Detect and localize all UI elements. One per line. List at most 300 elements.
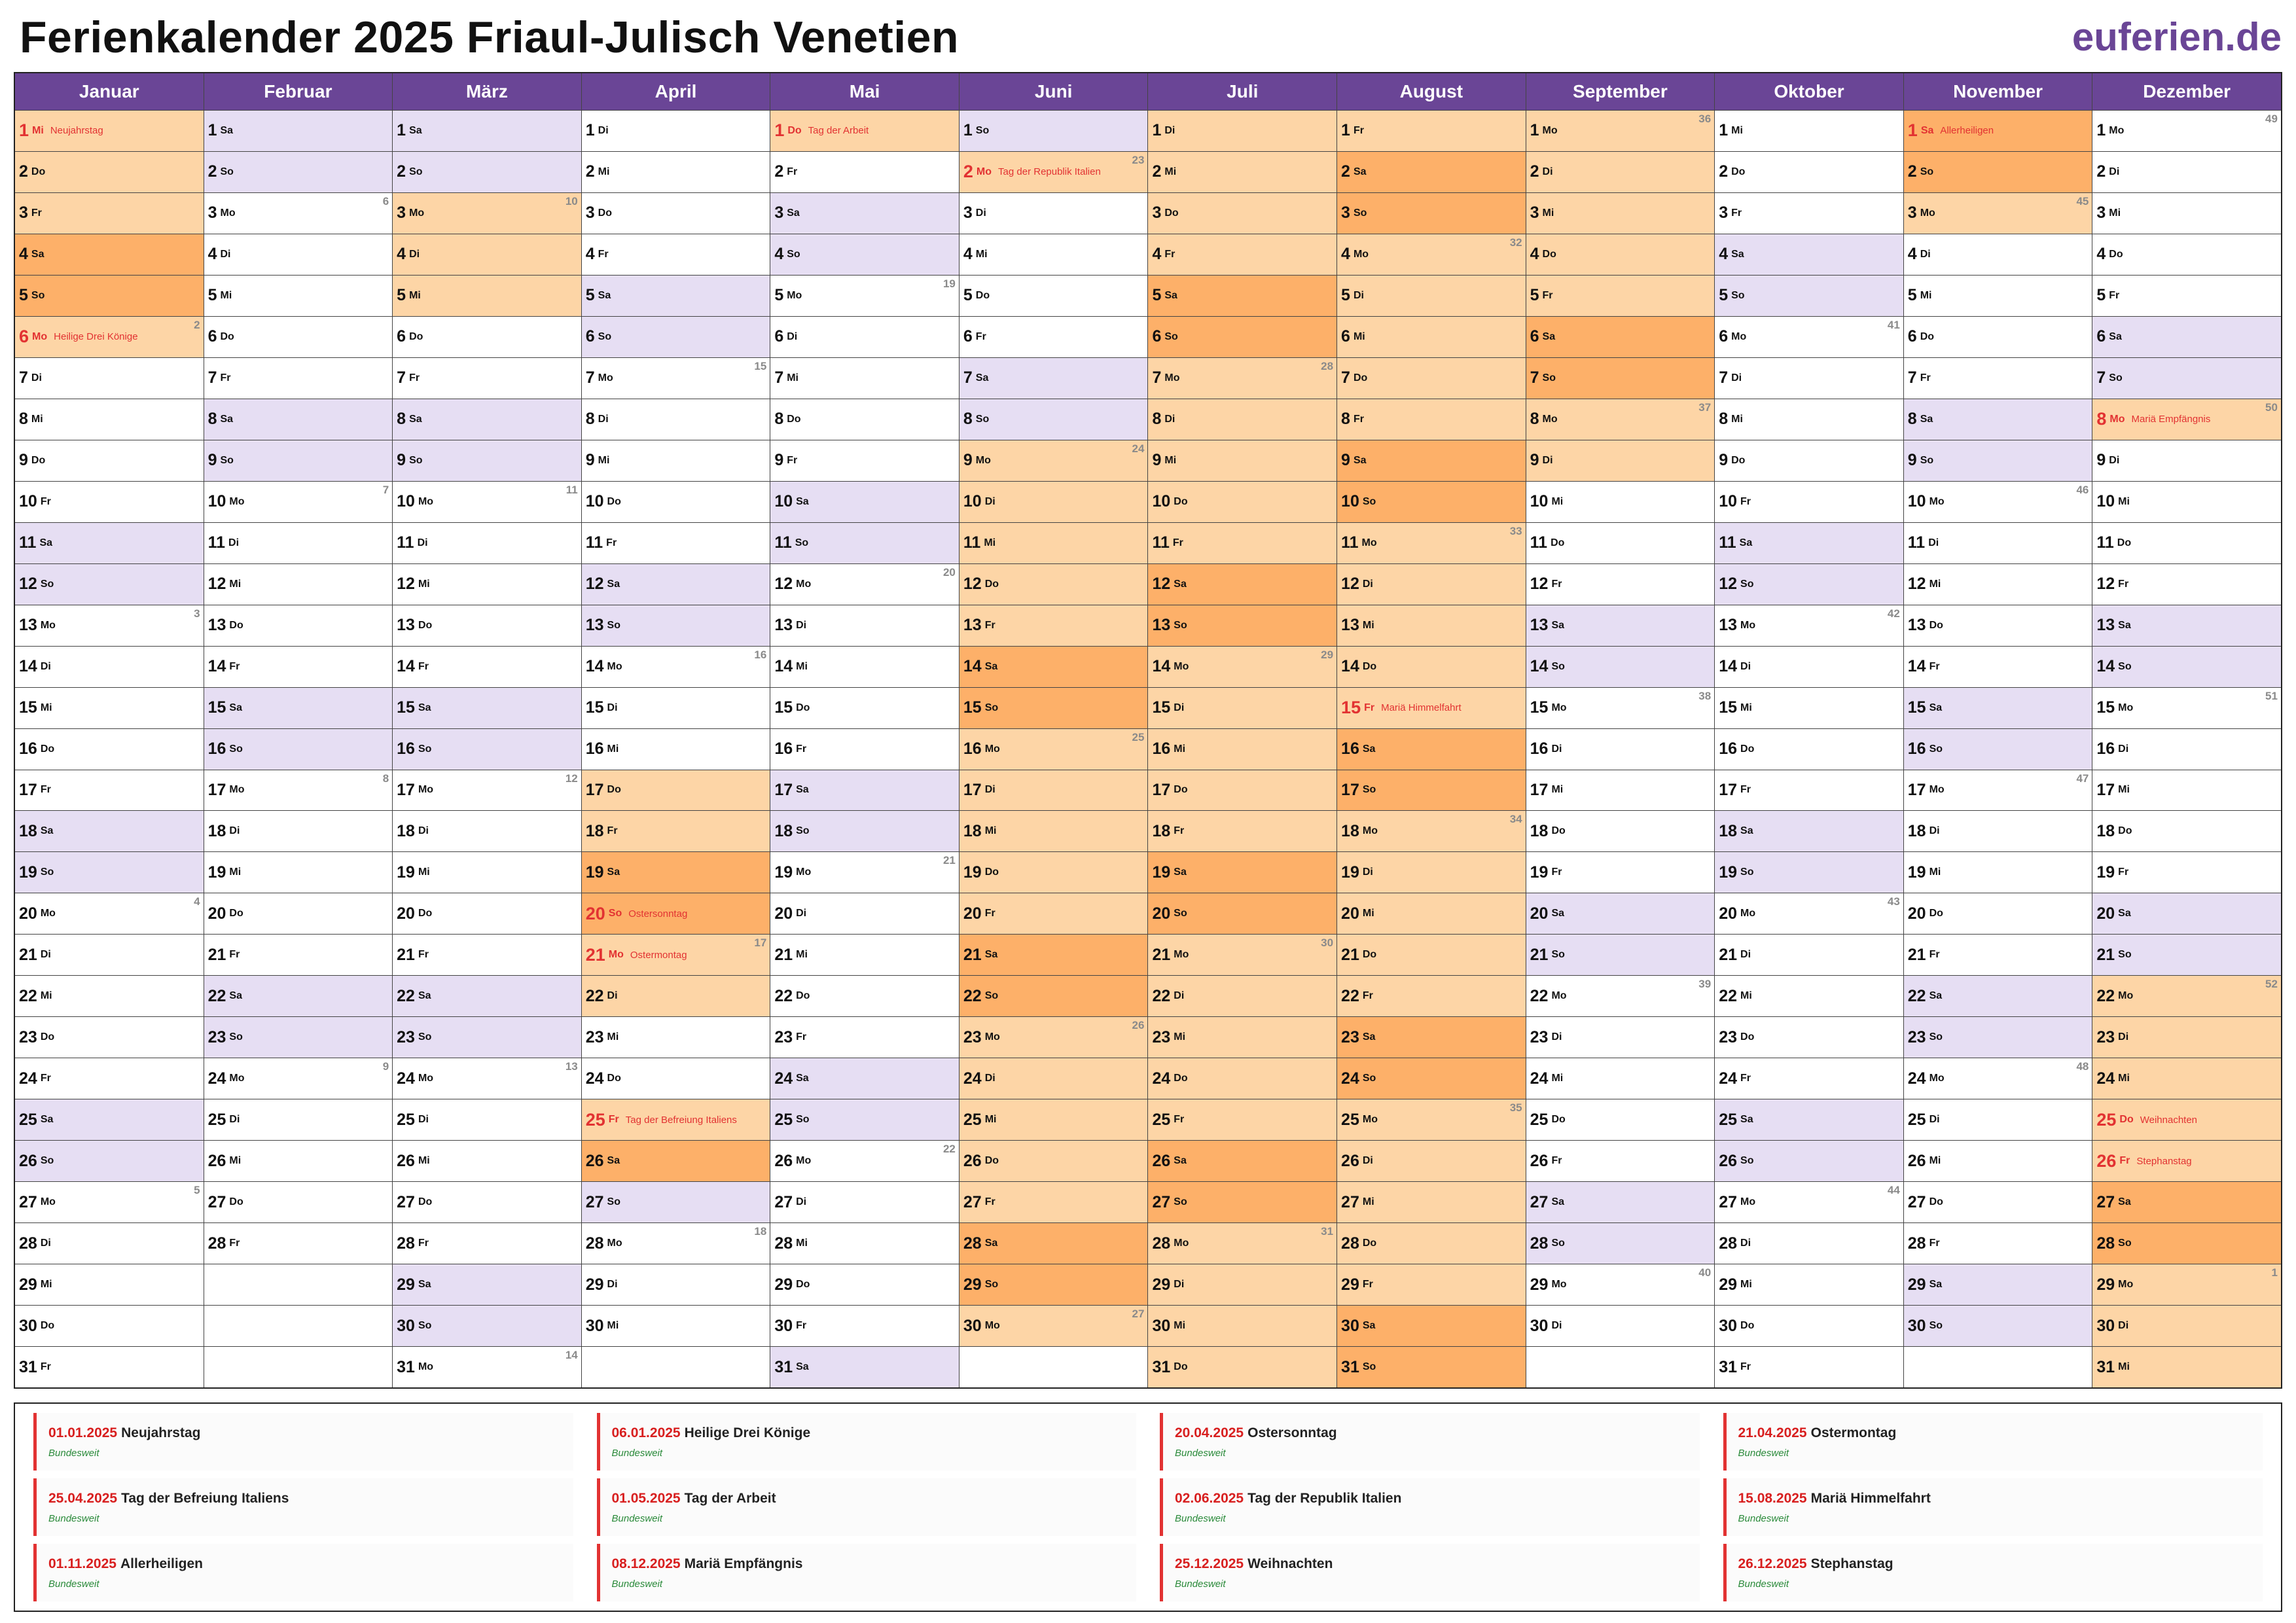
day-number: 3 bbox=[1907, 204, 1917, 223]
weekday-label: So bbox=[1353, 207, 1367, 219]
day-number: 6 bbox=[207, 327, 217, 346]
legend-region: Bundesweit bbox=[48, 1447, 99, 1459]
day-number: 22 bbox=[1719, 986, 1738, 1005]
weekday-label: Mi bbox=[418, 866, 430, 878]
day-cell bbox=[204, 852, 393, 893]
day-cell bbox=[2092, 647, 2281, 688]
weekday-label: Do bbox=[40, 1031, 55, 1043]
weekday-label: Fr bbox=[1174, 825, 1185, 837]
day-number: 12 bbox=[1152, 575, 1171, 594]
weekday-label: Mo bbox=[598, 372, 613, 383]
day-cell bbox=[393, 1141, 581, 1182]
month-header: August bbox=[1337, 73, 1526, 111]
day-number: 17 bbox=[774, 780, 793, 799]
week-number: 24 bbox=[1132, 442, 1145, 455]
day-cell bbox=[1904, 317, 2092, 358]
day-number: 15 bbox=[207, 698, 226, 717]
day-number: 5 bbox=[585, 286, 595, 305]
month-header: Oktober bbox=[1715, 73, 1903, 111]
day-cell bbox=[582, 811, 770, 852]
day-number: 24 bbox=[207, 1069, 226, 1088]
day-cell bbox=[582, 193, 770, 234]
day-cell bbox=[15, 358, 204, 399]
day-cell bbox=[1148, 976, 1336, 1017]
weekday-label: Di bbox=[1362, 866, 1373, 878]
day-cell bbox=[1148, 152, 1336, 193]
day-number: 16 bbox=[397, 740, 415, 758]
day-cell bbox=[1904, 482, 2092, 523]
day-cell bbox=[1715, 1099, 1903, 1141]
day-number: 23 bbox=[207, 1027, 226, 1046]
weekday-label: Di bbox=[40, 1238, 51, 1249]
day-number: 21 bbox=[1341, 945, 1359, 964]
day-cell bbox=[393, 234, 581, 276]
day-cell bbox=[1148, 935, 1336, 976]
day-number: 20 bbox=[1152, 904, 1171, 923]
day-number: 25 bbox=[1530, 1110, 1549, 1129]
weekday-label: Sa bbox=[1353, 166, 1367, 177]
day-number: 18 bbox=[774, 821, 793, 840]
day-cell bbox=[1904, 770, 2092, 812]
month-column bbox=[582, 73, 771, 1387]
day-cell bbox=[1148, 1017, 1336, 1058]
weekday-label: Di bbox=[1174, 702, 1185, 713]
day-cell bbox=[204, 605, 393, 647]
day-cell bbox=[1148, 852, 1336, 893]
day-cell bbox=[393, 1223, 581, 1264]
day-number: 4 bbox=[774, 245, 784, 264]
weekday-label: Sa bbox=[418, 1279, 431, 1291]
day-cell bbox=[15, 1347, 204, 1387]
day-cell bbox=[960, 1141, 1148, 1182]
weekday-label: Sa bbox=[1362, 1031, 1376, 1043]
day-number: 6 bbox=[1341, 327, 1350, 346]
weekday-label: Sa bbox=[1740, 825, 1753, 837]
weekday-label: Mo bbox=[796, 1155, 812, 1167]
day-cell bbox=[204, 440, 393, 482]
day-number: 5 bbox=[963, 286, 973, 305]
weekday-label: Fr bbox=[606, 537, 617, 548]
week-number: 50 bbox=[2265, 401, 2278, 414]
holiday-name: Ostersonntag bbox=[628, 908, 688, 919]
month-header: April bbox=[582, 73, 770, 111]
legend-holiday-name: Ostersonntag bbox=[1247, 1425, 1337, 1440]
day-number: 31 bbox=[774, 1357, 793, 1376]
day-cell bbox=[1904, 1141, 2092, 1182]
day-number: 21 bbox=[397, 945, 415, 964]
weekday-label: Di bbox=[598, 124, 609, 136]
month-header: Januar bbox=[15, 73, 204, 111]
day-cell bbox=[2092, 193, 2281, 234]
day-number: 19 bbox=[1907, 863, 1926, 882]
day-number: 16 bbox=[1907, 740, 1926, 758]
weekday-label: Fr bbox=[418, 660, 429, 672]
day-number: 24 bbox=[2096, 1069, 2115, 1088]
day-cell bbox=[15, 111, 204, 152]
weekday-label: Di bbox=[1164, 124, 1175, 136]
day-cell bbox=[1526, 358, 1715, 399]
day-cell bbox=[1715, 1306, 1903, 1347]
day-cell bbox=[15, 811, 204, 852]
day-cell bbox=[960, 523, 1148, 564]
week-number: 15 bbox=[754, 359, 767, 372]
weekday-label: Di bbox=[1164, 413, 1175, 425]
weekday-label: Di bbox=[418, 825, 429, 837]
weekday-label: Mi bbox=[1731, 413, 1743, 425]
weekday-label: So bbox=[1551, 660, 1565, 672]
weekday-label: So bbox=[1551, 949, 1565, 961]
day-cell bbox=[582, 564, 770, 605]
week-number: 27 bbox=[1132, 1308, 1145, 1321]
day-number: 21 bbox=[1907, 945, 1926, 964]
day-number: 7 bbox=[207, 368, 217, 387]
weekday-label: Mi bbox=[607, 1320, 619, 1332]
weekday-label: Sa bbox=[1740, 1114, 1753, 1126]
day-number: 1 bbox=[397, 121, 406, 140]
weekday-label: Fr bbox=[1174, 1114, 1185, 1126]
weekday-label: Di bbox=[598, 413, 609, 425]
day-cell bbox=[2092, 976, 2281, 1017]
weekday-label: Mo bbox=[796, 578, 812, 590]
weekday-label: Mi bbox=[418, 578, 430, 590]
day-cell bbox=[393, 852, 581, 893]
week-number: 30 bbox=[1321, 936, 1334, 950]
weekday-label: Do bbox=[1362, 949, 1377, 961]
day-cell bbox=[1526, 440, 1715, 482]
weekday-label: So bbox=[1551, 1238, 1565, 1249]
day-cell bbox=[770, 317, 959, 358]
day-number: 26 bbox=[1530, 1151, 1549, 1170]
day-cell bbox=[1337, 1223, 1526, 1264]
day-cell bbox=[15, 1141, 204, 1182]
day-number: 3 bbox=[963, 204, 973, 223]
day-number: 21 bbox=[585, 944, 605, 965]
day-number: 15 bbox=[1341, 698, 1361, 718]
weekday-label: So bbox=[1174, 908, 1187, 919]
day-cell bbox=[15, 193, 204, 234]
day-cell bbox=[770, 1099, 959, 1141]
day-cell bbox=[1337, 358, 1526, 399]
day-cell bbox=[770, 1347, 959, 1387]
weekday-label: Mi bbox=[2118, 1073, 2130, 1084]
day-number: 11 bbox=[2096, 533, 2114, 552]
week-number: 45 bbox=[2076, 194, 2089, 207]
week-number: 49 bbox=[2265, 113, 2278, 125]
day-number: 23 bbox=[585, 1027, 604, 1046]
weekday-label: So bbox=[1929, 1320, 1943, 1332]
day-cell bbox=[960, 399, 1148, 440]
day-cell bbox=[582, 111, 770, 152]
day-cell bbox=[2092, 234, 2281, 276]
day-cell bbox=[2092, 1223, 2281, 1264]
day-number: 19 bbox=[1152, 863, 1171, 882]
day-cell bbox=[1337, 399, 1526, 440]
day-number: 25 bbox=[1907, 1110, 1926, 1129]
day-cell bbox=[1337, 893, 1526, 935]
day-number: 14 bbox=[1907, 657, 1926, 676]
brand-logo[interactable]: euferien.de bbox=[2072, 15, 2282, 59]
weekday-label: Mo bbox=[975, 454, 991, 466]
weekday-label: Fr bbox=[229, 949, 240, 961]
week-number: 31 bbox=[1321, 1225, 1334, 1238]
day-cell bbox=[204, 358, 393, 399]
weekday-label: Do bbox=[409, 330, 423, 342]
month-column bbox=[2092, 73, 2281, 1387]
day-cell bbox=[1148, 1058, 1336, 1099]
day-cell bbox=[1526, 1058, 1715, 1099]
weekday-label: Di bbox=[229, 1114, 240, 1126]
day-cell bbox=[15, 729, 204, 770]
day-cell bbox=[1715, 193, 1903, 234]
day-number: 13 bbox=[1152, 616, 1171, 635]
day-cell bbox=[393, 358, 581, 399]
day-number: 30 bbox=[19, 1316, 37, 1335]
day-number: 7 bbox=[1530, 368, 1539, 387]
weekday-label: Sa bbox=[607, 1155, 620, 1167]
weekday-label: Mo bbox=[220, 207, 236, 219]
day-cell bbox=[1715, 1347, 1903, 1387]
day-number: 29 bbox=[1907, 1275, 1926, 1294]
weekday-label: So bbox=[975, 124, 990, 136]
day-cell bbox=[15, 482, 204, 523]
weekday-label: Di bbox=[984, 1073, 996, 1084]
month-header: Dezember bbox=[2092, 73, 2281, 111]
weekday-label: Fr bbox=[1542, 289, 1553, 301]
legend-line bbox=[612, 1556, 1137, 1572]
day-cell bbox=[582, 1017, 770, 1058]
day-cell bbox=[582, 893, 770, 935]
day-number: 9 bbox=[207, 451, 217, 470]
day-number: 15 bbox=[963, 698, 982, 717]
day-number: 12 bbox=[585, 575, 604, 594]
day-number: 12 bbox=[1719, 575, 1738, 594]
weekday-label: Mo bbox=[796, 866, 812, 878]
day-number: 3 bbox=[397, 204, 406, 223]
day-cell bbox=[1526, 605, 1715, 647]
day-cell bbox=[770, 152, 959, 193]
day-cell bbox=[2092, 729, 2281, 770]
day-cell bbox=[1904, 976, 2092, 1017]
week-number: 48 bbox=[2076, 1060, 2089, 1073]
weekday-label: So bbox=[796, 825, 810, 837]
weekday-label: Mo bbox=[2109, 413, 2125, 425]
day-number: 24 bbox=[19, 1069, 37, 1088]
day-cell bbox=[1715, 111, 1903, 152]
day-number: 9 bbox=[774, 451, 784, 470]
day-number: 17 bbox=[585, 780, 604, 799]
day-number: 7 bbox=[397, 368, 406, 387]
day-number: 26 bbox=[19, 1151, 37, 1170]
weekday-label: Sa bbox=[607, 578, 620, 590]
weekday-label: Sa bbox=[1542, 330, 1556, 342]
day-cell bbox=[1337, 935, 1526, 976]
empty-day-cell bbox=[1526, 1347, 1715, 1387]
day-number: 6 bbox=[2096, 327, 2106, 346]
day-number: 6 bbox=[1907, 327, 1917, 346]
legend-date: 21.04.2025 bbox=[1738, 1425, 1807, 1440]
day-cell bbox=[15, 523, 204, 564]
day-number: 21 bbox=[19, 945, 37, 964]
day-number: 21 bbox=[207, 945, 226, 964]
day-cell bbox=[15, 276, 204, 317]
day-cell bbox=[1715, 811, 1903, 852]
day-number: 22 bbox=[207, 986, 226, 1005]
day-number: 15 bbox=[1719, 698, 1738, 717]
day-number: 5 bbox=[1907, 286, 1917, 305]
weekday-label: Fr bbox=[1551, 1155, 1562, 1167]
weekday-label: Di bbox=[607, 990, 618, 1002]
legend-item bbox=[1723, 1413, 2263, 1471]
weekday-label: Mi bbox=[607, 1031, 619, 1043]
day-number: 14 bbox=[2096, 657, 2115, 676]
weekday-label: Mi bbox=[1164, 454, 1177, 466]
week-number: 47 bbox=[2076, 772, 2089, 785]
weekday-label: Mo bbox=[1731, 330, 1747, 342]
weekday-label: Mi bbox=[598, 454, 610, 466]
weekday-label: Mo bbox=[40, 908, 56, 919]
day-number: 20 bbox=[1530, 904, 1549, 923]
day-number: 17 bbox=[19, 780, 37, 799]
weekday-label: Fr bbox=[796, 1031, 807, 1043]
day-number: 30 bbox=[774, 1316, 793, 1335]
weekday-label: Sa bbox=[39, 537, 53, 548]
day-cell bbox=[960, 482, 1148, 523]
weekday-label: Mi bbox=[2118, 1361, 2130, 1373]
weekday-label: Sa bbox=[1174, 866, 1187, 878]
legend-item bbox=[1723, 1478, 2263, 1536]
month-header: November bbox=[1904, 73, 2092, 111]
day-number: 13 bbox=[1907, 616, 1926, 635]
day-number: 27 bbox=[397, 1192, 415, 1211]
day-cell bbox=[393, 1182, 581, 1223]
weekday-label: Fr bbox=[984, 908, 996, 919]
legend-line bbox=[48, 1491, 573, 1507]
day-number: 13 bbox=[774, 616, 793, 635]
day-cell bbox=[1148, 358, 1336, 399]
day-cell bbox=[204, 523, 393, 564]
day-cell bbox=[2092, 1099, 2281, 1141]
weekday-label: Sa bbox=[1929, 702, 1943, 713]
weekday-label: Do bbox=[1740, 1320, 1755, 1332]
day-number: 10 bbox=[585, 492, 604, 511]
day-number: 29 bbox=[397, 1275, 415, 1294]
day-number: 31 bbox=[1719, 1357, 1738, 1376]
day-number: 27 bbox=[2096, 1192, 2115, 1211]
day-cell bbox=[15, 399, 204, 440]
weekday-label: Do bbox=[598, 207, 612, 219]
day-number: 23 bbox=[397, 1027, 415, 1046]
weekday-label: So bbox=[608, 908, 622, 919]
weekday-label: Di bbox=[229, 825, 240, 837]
day-cell bbox=[770, 399, 959, 440]
weekday-label: Fr bbox=[607, 825, 618, 837]
day-number: 9 bbox=[1719, 451, 1729, 470]
weekday-label: Do bbox=[984, 578, 999, 590]
day-cell bbox=[1337, 770, 1526, 812]
legend-line bbox=[1738, 1425, 2263, 1441]
week-number: 7 bbox=[382, 483, 389, 496]
day-cell bbox=[393, 564, 581, 605]
weekday-label: Di bbox=[1928, 537, 1939, 548]
day-number: 26 bbox=[963, 1151, 982, 1170]
day-number: 19 bbox=[585, 863, 604, 882]
legend-date: 01.01.2025 bbox=[48, 1425, 118, 1440]
day-number: 10 bbox=[2096, 492, 2115, 511]
day-number: 27 bbox=[963, 1192, 982, 1211]
day-number: 18 bbox=[1530, 821, 1549, 840]
day-number: 13 bbox=[1719, 616, 1738, 635]
day-cell bbox=[582, 1306, 770, 1347]
day-cell bbox=[204, 688, 393, 729]
legend-date: 20.04.2025 bbox=[1175, 1425, 1244, 1440]
weekday-label: Di bbox=[2109, 454, 2120, 466]
day-cell bbox=[1715, 152, 1903, 193]
day-cell bbox=[1148, 399, 1336, 440]
legend-line bbox=[1738, 1556, 2263, 1572]
legend-holiday-name: Ostermontag bbox=[1810, 1425, 1897, 1440]
day-cell bbox=[582, 976, 770, 1017]
day-number: 23 bbox=[774, 1027, 793, 1046]
weekday-label: So bbox=[1362, 495, 1376, 507]
weekday-label: So bbox=[607, 619, 620, 631]
day-cell bbox=[1337, 647, 1526, 688]
weekday-label: Sa bbox=[796, 495, 809, 507]
day-cell bbox=[1526, 482, 1715, 523]
day-number: 25 bbox=[963, 1110, 982, 1129]
day-cell bbox=[15, 893, 204, 935]
empty-day-cell bbox=[582, 1347, 770, 1387]
day-number: 13 bbox=[1341, 616, 1359, 635]
day-number: 8 bbox=[2096, 409, 2107, 429]
day-cell bbox=[770, 1017, 959, 1058]
day-cell bbox=[204, 276, 393, 317]
day-number: 11 bbox=[1530, 533, 1548, 552]
day-number: 2 bbox=[2096, 162, 2106, 181]
day-number: 29 bbox=[2096, 1275, 2115, 1294]
day-number: 23 bbox=[1530, 1027, 1549, 1046]
day-number: 8 bbox=[19, 410, 28, 429]
day-number: 9 bbox=[1152, 451, 1162, 470]
day-number: 21 bbox=[1152, 945, 1171, 964]
holiday-name: Tag der Arbeit bbox=[808, 125, 869, 137]
weekday-label: Mi bbox=[2118, 495, 2130, 507]
day-cell bbox=[15, 234, 204, 276]
week-number: 18 bbox=[754, 1225, 767, 1238]
day-cell bbox=[1337, 1058, 1526, 1099]
day-number: 25 bbox=[774, 1110, 793, 1129]
weekday-label: So bbox=[2118, 949, 2132, 961]
day-number: 24 bbox=[397, 1069, 415, 1088]
day-cell bbox=[582, 647, 770, 688]
day-cell bbox=[960, 811, 1148, 852]
legend-holiday-name: Weihnachten bbox=[1247, 1556, 1333, 1571]
legend-region: Bundesweit bbox=[1175, 1447, 1226, 1459]
day-cell bbox=[1904, 111, 2092, 152]
day-number: 31 bbox=[1341, 1357, 1359, 1376]
legend-line bbox=[48, 1556, 573, 1572]
day-cell bbox=[770, 688, 959, 729]
weekday-label: Mi bbox=[409, 289, 421, 301]
day-cell bbox=[582, 770, 770, 812]
weekday-label: Mo bbox=[418, 784, 434, 796]
day-cell bbox=[1904, 399, 2092, 440]
day-number: 3 bbox=[1530, 204, 1539, 223]
day-number: 29 bbox=[1152, 1275, 1171, 1294]
weekday-label: Mo bbox=[1551, 702, 1567, 713]
day-cell bbox=[204, 152, 393, 193]
week-number: 25 bbox=[1132, 730, 1145, 743]
day-cell bbox=[1715, 317, 1903, 358]
